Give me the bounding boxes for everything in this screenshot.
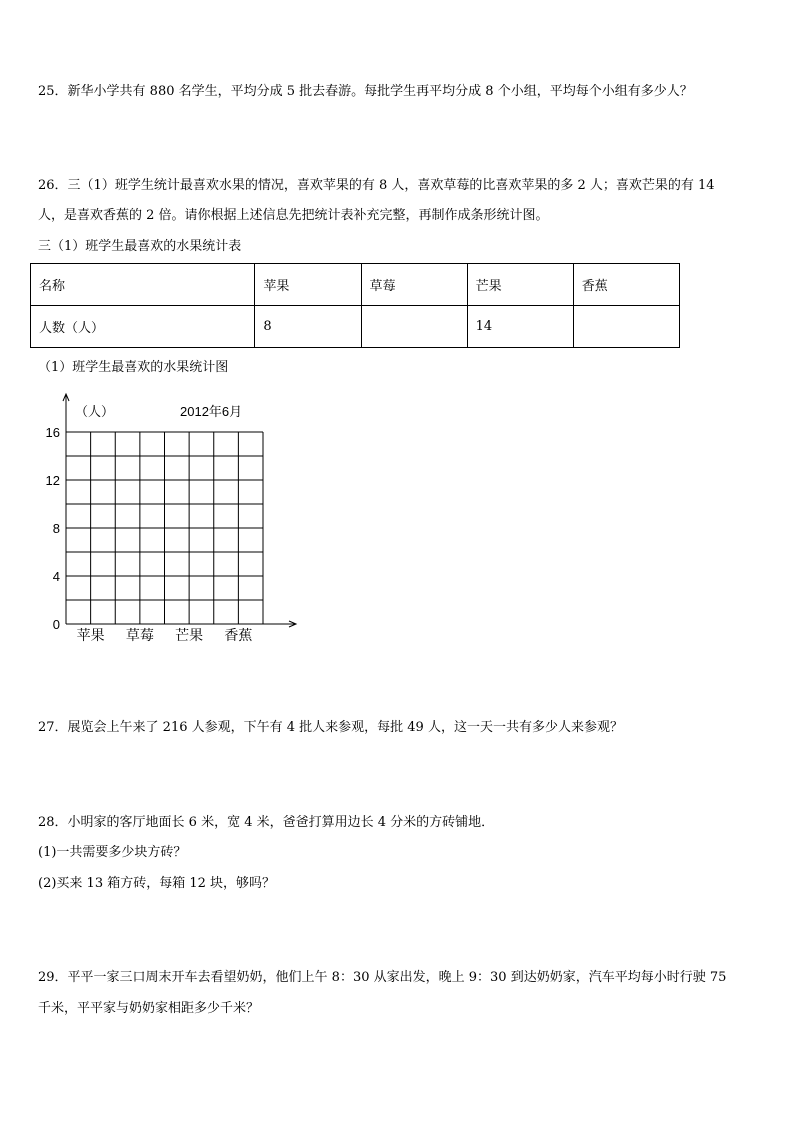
fruit-stat-table xyxy=(30,263,680,348)
question-28-sub2: (2)买来 13 箱方砖，每箱 12 块，够吗？ xyxy=(38,876,276,891)
question-29-line1: 29．平平一家三口周末开车去看望奶奶，他们上午 8：30 从家出发，晚上 9：30 到达奶奶家，汽车平均每小时行驶 75 xyxy=(38,970,727,985)
table-header-cell: 草莓 xyxy=(361,264,467,306)
table-header-cell: 香蕉 xyxy=(573,264,679,306)
chart-axes xyxy=(63,394,296,627)
x-tick-label: 芒果 xyxy=(175,627,204,643)
table-cell: 人数（人） xyxy=(31,306,255,348)
table-cell-blank[interactable] xyxy=(573,306,679,348)
y-tick-labels xyxy=(46,425,60,632)
table-header-row xyxy=(31,264,680,306)
table-cell: 8 xyxy=(255,306,361,348)
table-header-cell: 芒果 xyxy=(467,264,573,306)
chart-caption: （1）班学生最喜欢的水果统计图 xyxy=(38,360,229,375)
x-tick-label: 香蕉 xyxy=(224,627,253,643)
table-header-cell: 苹果 xyxy=(255,264,361,306)
question-29-line2: 千米，平平家与奶奶家相距多少千米？ xyxy=(38,1001,260,1016)
question-27: 27．展览会上午来了 216 人参观，下午有 4 批人来参观，每批 49 人，这一天一共有多少人来参观？ xyxy=(38,720,623,735)
y-tick-label: 16 xyxy=(45,425,60,440)
y-tick-label: 0 xyxy=(52,617,60,632)
question-28-line1: 28．小明家的客厅地面长 6 米，宽 4 米，爸爸打算用边长 4 分米的方砖铺地． xyxy=(38,815,495,830)
bar-chart-grid[interactable] xyxy=(30,390,330,660)
table-cell: 14 xyxy=(467,306,573,348)
x-tick-label: 苹果 xyxy=(76,627,105,643)
x-tick-label: 草莓 xyxy=(125,627,154,643)
question-26-line1: 26．三（1）班学生统计最喜欢水果的情况，喜欢苹果的有 8 人，喜欢草莓的比喜欢苹果的多 2 人；喜欢芒果的有 14 xyxy=(38,178,715,193)
chart-grid xyxy=(66,432,263,624)
y-axis-unit-label: （人） xyxy=(75,404,115,419)
question-26-line2: 人，是喜欢香蕉的 2 倍。请你根据上述信息先把统计表补充完整，再制作成条形统计图。 xyxy=(38,208,549,223)
y-tick-label: 8 xyxy=(52,521,60,536)
y-tick-label: 4 xyxy=(52,569,60,584)
table-cell-blank[interactable] xyxy=(361,306,467,348)
chart-date-title: 2012年6月 xyxy=(180,404,243,419)
question-28-sub1: (1)一共需要多少块方砖？ xyxy=(38,845,187,860)
table-row xyxy=(31,306,680,348)
x-tick-labels xyxy=(77,627,253,643)
y-tick-label: 12 xyxy=(45,473,60,488)
question-25: 25．新华小学共有 880 名学生，平均分成 5 批去春游。每批学生再平均分成 8 个小组，平均每个小组有多少人？ xyxy=(38,84,693,99)
table-header-cell: 名称 xyxy=(31,264,255,306)
table-title: 三（1）班学生最喜欢的水果统计表 xyxy=(38,239,242,254)
